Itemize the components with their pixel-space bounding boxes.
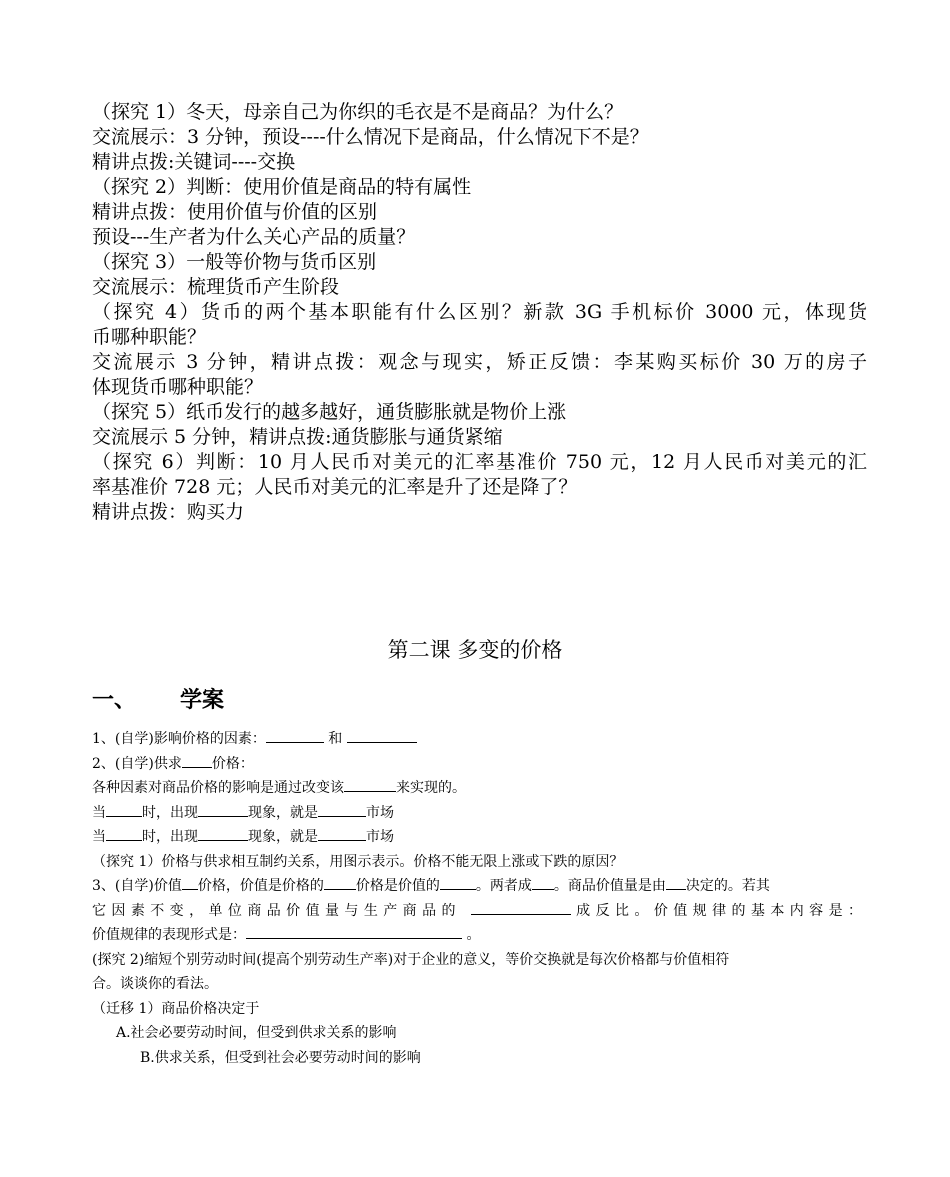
answer-blank xyxy=(318,825,366,841)
question-line: (探究 2)缩短个别劳动时间(提高个别劳动生产率)对于企业的意义，等价交换就是每次价格都与价值相符 xyxy=(92,951,730,968)
question-line: 2、(自学)供求 价格： xyxy=(92,752,862,777)
question-line: 1、(自学)影响价格的因素： 和 xyxy=(92,727,862,752)
question-line: 当 时，出现 现象，就是 市场 xyxy=(92,825,862,850)
answer-blank xyxy=(318,801,366,817)
question-line: 它因素不变，单位商品价值量与生产商品的 成反比。价值规律的基本内容是： xyxy=(92,899,862,924)
answer-blank xyxy=(440,874,476,890)
answer-blank xyxy=(198,801,248,817)
option-b: B.供求关系，但受到社会必要劳动时间的影响 xyxy=(140,1049,421,1066)
answer-blank xyxy=(266,727,324,743)
option-a: A.社会必要劳动时间，但受到供求关系的影响 xyxy=(116,1025,397,1041)
heading-number: 一、 xyxy=(92,688,137,713)
answer-blank xyxy=(182,874,198,890)
answer-blank xyxy=(324,874,356,890)
answer-blank xyxy=(471,899,571,915)
text-line: 精讲点拨：使用价值与价值的区别 xyxy=(92,201,378,223)
text-line: 交流展示 3 分钟，精讲点拨：观念与现实，矫正反馈：李某购买标价 30 万的房子 xyxy=(92,351,867,373)
answer-blank xyxy=(106,801,142,817)
section-heading xyxy=(92,686,224,716)
question-line: 各种因素对商品价格的影响是通过改变该 来实现的。 xyxy=(92,776,862,801)
text-line: 交流展示 5 分钟，精讲点拨:通货膨胀与通货紧缩 xyxy=(92,426,503,448)
text-line: 精讲点拨：购买力 xyxy=(92,501,245,523)
answer-blank xyxy=(106,825,142,841)
text-line: （探究 6）判断：10 月人民币对美元的汇率基准价 750 元，12 月人民币对美元的汇 xyxy=(92,451,867,473)
inquiry-section xyxy=(92,100,867,525)
answer-blank xyxy=(666,874,686,890)
question-line: 3、(自学)价值 价格，价值是价格的 价格是价值的 。两者成 。商品价值量是由 决定的。若其 xyxy=(92,874,862,899)
text-line: 预设---生产者为什么关心产品的质量？ xyxy=(92,226,416,248)
text-line: 精讲点拨:关键词----交换 xyxy=(92,151,296,173)
text-line: （探究 2）判断：使用价值是商品的特有属性 xyxy=(92,176,472,198)
text-line: （探究 1）冬天，母亲自己为你织的毛衣是不是商品？为什么？ xyxy=(92,101,624,123)
lesson-title: 第二课 多变的价格 xyxy=(387,638,563,662)
text-line: 币哪种职能？ xyxy=(92,326,207,348)
text-line: （探究 4）货币的两个基本职能有什么区别？新款 3G 手机标价 3000 元，体现货 xyxy=(92,301,867,323)
answer-blank xyxy=(198,825,248,841)
text-line: 交流展示：3 分钟，预设----什么情况下是商品，什么情况下不是？ xyxy=(92,126,649,148)
text-line: 率基准价 728 元；人民币对美元的汇率是升了还是降了？ xyxy=(92,476,578,498)
answer-blank xyxy=(347,727,417,743)
question-line: （迁移 1）商品价格决定于 xyxy=(92,1000,260,1017)
question-line: 价值规律的表现形式是： 。 xyxy=(92,923,862,948)
text-line: 体现货币哪种职能？ xyxy=(92,376,264,398)
text-line: （探究 5）纸币发行的越多越好，通货膨胀就是物价上涨 xyxy=(92,401,567,423)
text-line: 交流展示：梳理货币产生阶段 xyxy=(92,276,340,298)
answer-blank xyxy=(344,776,396,792)
text-line: （探究 3）一般等价物与货币区别 xyxy=(92,251,377,273)
heading-text: 学案 xyxy=(180,688,225,713)
question-line: （探究 1）价格与供求相互制约关系，用图示表示。价格不能无限上涨或下跌的原因？ xyxy=(92,853,624,870)
answer-blank xyxy=(246,923,462,939)
answer-blank xyxy=(532,874,554,890)
study-guide-section xyxy=(92,727,862,1070)
question-line: 当 时，出现 现象，就是 市场 xyxy=(92,801,862,826)
question-line: 合。谈谈你的看法。 xyxy=(92,976,218,992)
answer-blank xyxy=(182,752,212,768)
